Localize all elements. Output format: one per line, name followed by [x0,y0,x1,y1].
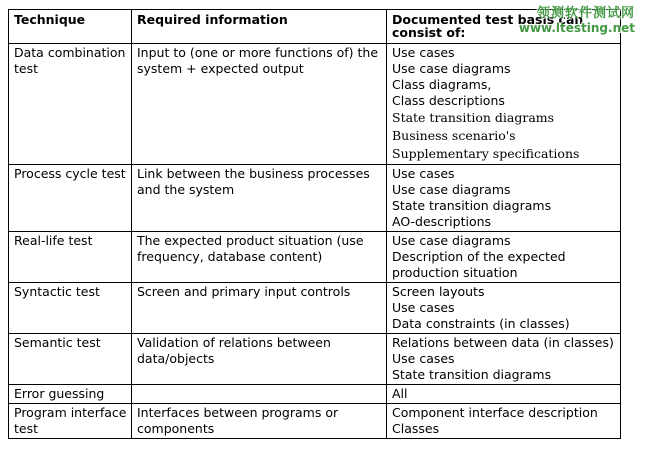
test-basis-item: State transition diagrams [392,110,555,125]
test-basis-item: AO-descriptions [392,214,492,229]
test-basis-item: Screen layouts [392,284,485,299]
cell-test-basis [387,165,621,232]
cell-required-information: Input to (one or more functions of) the system + expected output [132,44,387,165]
test-basis-table [8,9,621,439]
cell-test-basis [387,44,621,165]
watermark-site-name: 领测软件测试网 [536,6,635,21]
header-required-information: Required information [132,10,387,44]
cell-technique: Syntactic test [9,283,132,334]
test-basis-item: Use case diagrams [392,233,511,248]
cell-technique: Program interface test [9,404,132,439]
cell-test-basis [387,334,621,385]
cell-technique: Process cycle test [9,165,132,232]
cell-test-basis [387,283,621,334]
table-row [9,44,621,165]
cell-test-basis [387,385,621,404]
test-basis-item: Use cases [392,351,455,366]
test-basis-item: Use cases [392,166,455,181]
test-basis-item: Business scenario's [392,128,516,143]
cell-test-basis [387,232,621,283]
test-basis-item: Class descriptions [392,93,505,108]
table-row [9,404,621,439]
test-basis-item: Data constraints (in classes) [392,316,570,331]
cell-technique: Semantic test [9,334,132,385]
test-basis-item: State transition diagrams [392,198,552,213]
test-basis-item: Description of the expected production situation [392,249,566,280]
cell-required-information [132,385,387,404]
test-basis-item: Component interface description [392,405,598,420]
test-basis-item: Use cases [392,45,455,60]
table-row [9,334,621,385]
table-row [9,385,621,404]
header-documented-test-basis: Documented test basis can consist of: [387,10,621,44]
cell-test-basis [387,404,621,439]
test-basis-item: Use case diagrams [392,61,511,76]
table-body [9,44,621,439]
cell-technique: Data combination test [9,44,132,165]
watermark-url: www.ltesting.net [518,21,635,35]
test-basis-item: Relations between data (in classes) [392,335,614,350]
test-basis-item: Use case diagrams [392,182,511,197]
test-basis-item: Use cases [392,300,455,315]
cell-technique: Error guessing [9,385,132,404]
cell-technique: Real-life test [9,232,132,283]
test-basis-item: Classes [392,421,440,436]
table-header-row [9,10,621,44]
cell-required-information: Link between the business processes and the system [132,165,387,232]
cell-required-information: Validation of relations between data/objects [132,334,387,385]
test-basis-item: State transition diagrams [392,367,552,382]
test-basis-table-container [8,9,620,439]
test-basis-item: Supplementary specifications [392,146,580,161]
cell-required-information: Screen and primary input controls [132,283,387,334]
cell-required-information: Interfaces between programs or components [132,404,387,439]
test-basis-item: All [392,386,408,401]
test-basis-item: Class diagrams, [392,77,492,92]
table-row [9,165,621,232]
cell-required-information: The expected product situation (use frequency, database content) [132,232,387,283]
table-row [9,232,621,283]
table-row [9,283,621,334]
header-technique: Technique [9,10,132,44]
